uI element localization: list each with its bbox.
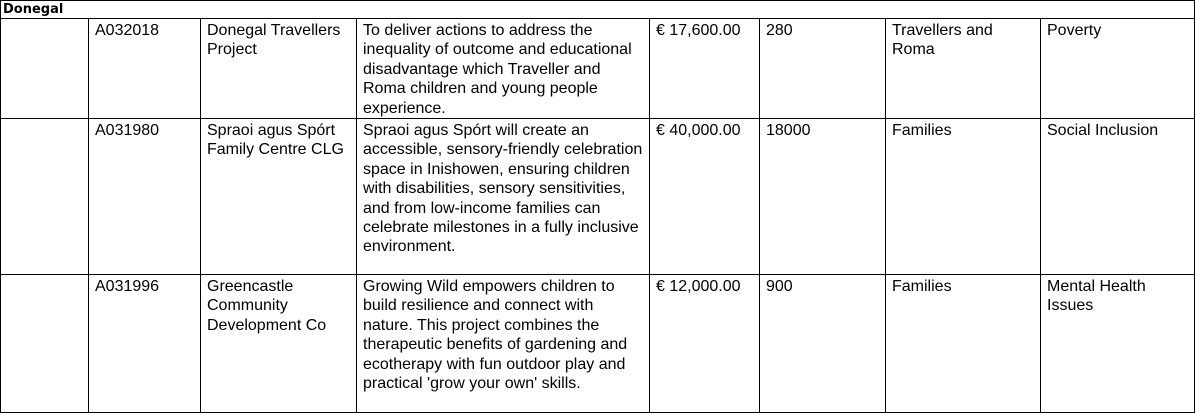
empty-cell: [1, 119, 89, 275]
theme-cell: Poverty: [1041, 19, 1195, 119]
amount-cell: € 17,600.00: [650, 19, 760, 119]
description-cell: Growing Wild empowers children to build resilience and connect with nature. This project combines the therapeutic benefits of gardening and ecotherapy with fun outdoor play and practical 'grow your own' skills.: [357, 275, 650, 413]
target-group-cell: Families: [886, 119, 1041, 275]
target-group-cell: Families: [886, 275, 1041, 413]
beneficiaries-cell: 18000: [760, 119, 886, 275]
theme-cell: Social Inclusion: [1041, 119, 1195, 275]
organisation-cell: Donegal Travellers Project: [201, 19, 357, 119]
beneficiaries-cell: 280: [760, 19, 886, 119]
region-header-row: [1, 1, 1195, 19]
empty-cell: [1, 275, 89, 413]
theme-cell: Mental Health Issues: [1041, 275, 1195, 413]
table-row: [1, 119, 1195, 275]
description-cell: Spraoi agus Spórt will create an accessible, sensory-friendly celebration space in Inishowen, ensuring children with disabilities, sensory sensitivities, and from low-income families can celebrate milestones in a fully inclusive environment.: [357, 119, 650, 275]
reference-cell: A031980: [89, 119, 201, 275]
organisation-cell: Spraoi agus Spórt Family Centre CLG: [201, 119, 357, 275]
amount-cell: € 12,000.00: [650, 275, 760, 413]
empty-cell: [1, 19, 89, 119]
target-group-cell: Travellers and Roma: [886, 19, 1041, 119]
reference-cell: A031996: [89, 275, 201, 413]
table-row: [1, 275, 1195, 413]
amount-cell: € 40,000.00: [650, 119, 760, 275]
organisation-cell: Greencastle Community Development Co: [201, 275, 357, 413]
beneficiaries-cell: 900: [760, 275, 886, 413]
description-cell: To deliver actions to address the inequality of outcome and educational disadvantage which Traveller and Roma children and young people experience.: [357, 19, 650, 119]
table-row: [1, 19, 1195, 119]
region-heading: Donegal: [1, 1, 1195, 19]
reference-cell: A032018: [89, 19, 201, 119]
